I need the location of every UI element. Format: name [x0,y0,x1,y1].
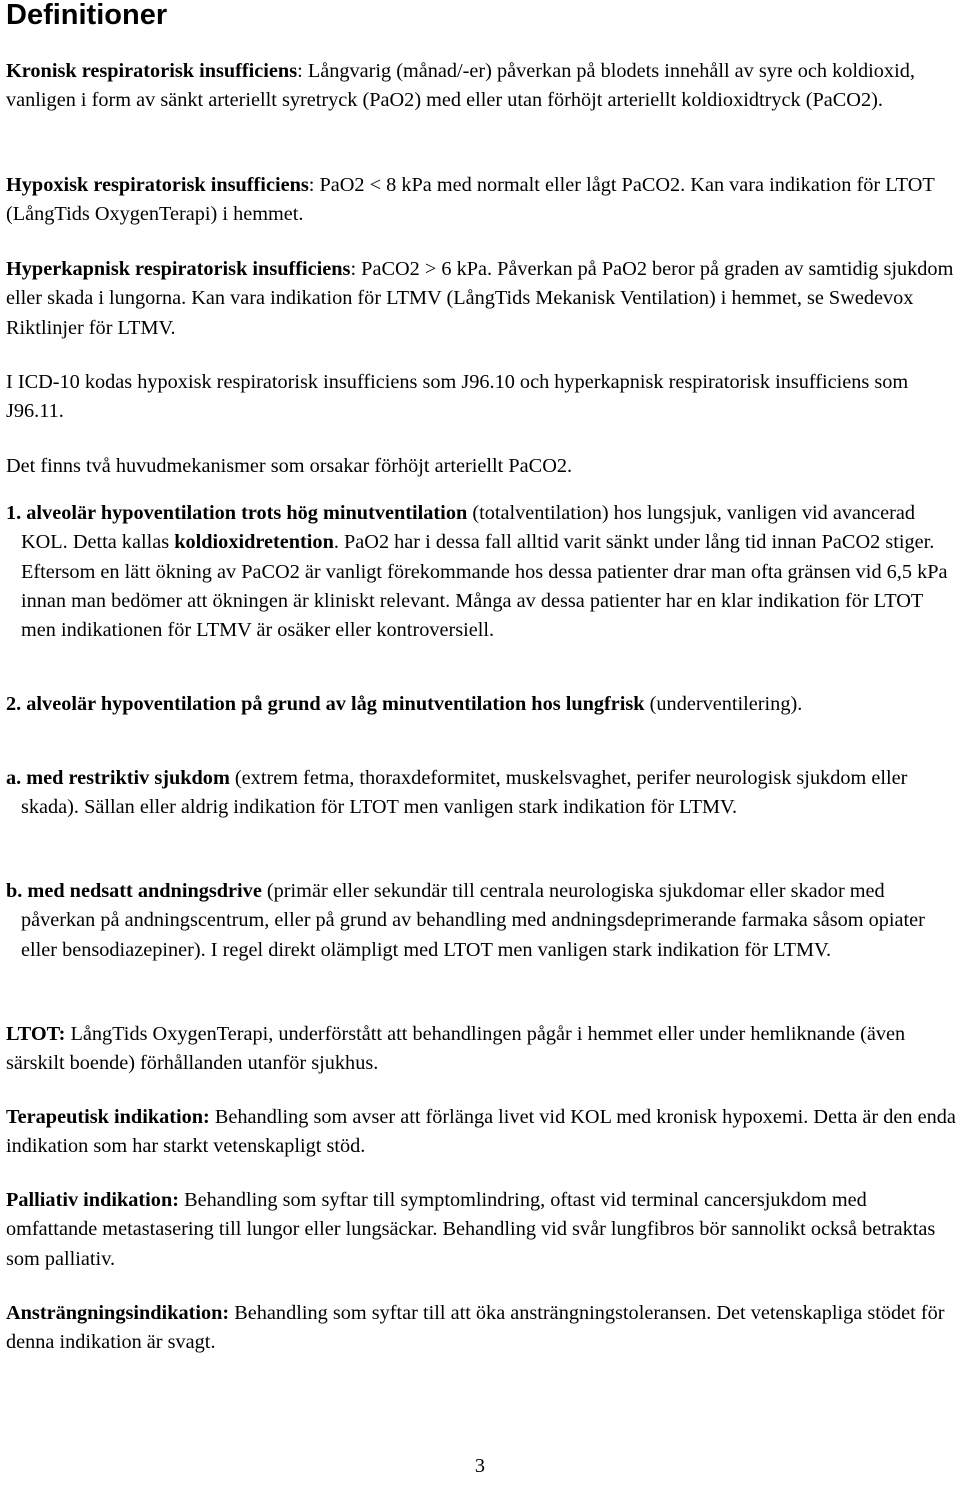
mechanism-2: 2. alveolär hypoventilation på grund av låg minutventilation hos lungfrisk (underventilering). [6,693,803,715]
term: a. med restriktiv sjukdom [6,767,230,789]
two-mechanisms-intro: Det finns två huvudmekanismer som orsakar förhöjt arteriellt PaCO2. [6,455,573,477]
definition-exertion-indication: Ansträngningsindikation: Behandling som syftar till att öka ansträngningstoleransen. Det vetenskapliga stödet för denna indikation är svagt. [6,1302,945,1354]
page-heading: Definitioner [6,0,168,31]
term: Hyperkapnisk respiratorisk insufficiens [6,258,351,280]
term: b. med nedsatt andningsdrive [6,880,262,902]
definition-ltot: LTOT: LångTids OxygenTerapi, underförstått att behandlingen pågår i hemmet eller under hemliknande (även särskilt boende) förhållanden utanför sjukhus. [6,1023,906,1075]
definition-therapeutic-indication: Terapeutisk indikation: Behandling som avser att förlänga livet vid KOL med kronisk hypoxemi. Detta är den enda indikation som har starkt vetenskapligt stöd. [6,1106,956,1158]
definition-hypoxic-insufficiency: Hypoxisk respiratorisk insufficiens: PaO2 < 8 kPa med normalt eller lågt PaCO2. Kan vara indikation för LTOT (LångTids OxygenTerapi) i hemmet. [6,174,935,226]
term: Palliativ indikation: [6,1189,179,1211]
term: Ansträngningsindikation: [6,1302,230,1324]
mechanism-1: 1. alveolär hypoventilation trots hög minutventilation (totalventilation) hos lungsjuk, vanligen vid avancerad KOL. Detta kallas koldioxidretention. PaO2 har i dessa fall alltid varit sänkt under lång tid innan PaCO2 stiger. Eftersom en lätt ökning av PaCO2 är vanligt förekommande hos dessa patienter drar man ofta gränsen vid 6,5 kPa innan man bedömer att ökningen är kliniskt relevant. Många av dessa patienter har en klar indikation för LTOT men indikationen för LTMV är osäker eller kontroversiell. [6,502,948,642]
mechanism-2a: a. med restriktiv sjukdom (extrem fetma, thoraxdeformitet, muskelsvaghet, perifer neurologisk sjukdom eller skada). Sällan eller aldrig indikation för LTOT men vanligen stark indikation för LTMV. [6,767,908,819]
definition-palliative-indication: Palliativ indikation: Behandling som syftar till symptomlindring, oftast vid terminal cancersjukdom med omfattande metastasering till lungor eller lungsäckar. Behandling vid svår lungfibros bör sannolikt också betraktas som palliativ. [6,1189,936,1270]
definition-hypercapnic-insufficiency: Hyperkapnisk respiratorisk insufficiens: PaCO2 > 6 kPa. Påverkan på PaO2 beror på graden av samtidig sjukdom eller skada i lungorna. Kan vara indikation för LTMV (LångTids Mekanisk Ventilation) i hemmet, se Swedevox Riktlinjer för LTMV. [6,258,954,339]
term: 2. alveolär hypoventilation på grund av låg minutventilation hos lungfrisk [6,693,645,715]
term: Kronisk respiratorisk insufficiens [6,60,298,82]
term: LTOT: [6,1023,66,1045]
page-number: 3 [474,1455,486,1477]
term: Terapeutisk indikation: [6,1106,210,1128]
icd-10-coding: I ICD-10 kodas hypoxisk respiratorisk insufficiens som J96.10 och hyperkapnisk respiratorisk insufficiens som J96.11. [6,371,909,423]
definition-chronic-respiratory-insufficiency: Kronisk respiratorisk insufficiens: Långvarig (månad/-er) påverkan på blodets innehåll av syre och koldioxid, vanligen i form av sänkt arteriellt syretryck (PaO2) med eller utan förhöjt arteriellt koldioxidtryck (PaCO2). [6,60,915,112]
term: Hypoxisk respiratorisk insufficiens [6,174,309,196]
mechanism-2b: b. med nedsatt andningsdrive (primär eller sekundär till centrala neurologiska sjukdomar eller skador med påverkan på andningscentrum, eller på grund av behandling med andningsdeprimerande farmaka såsom opiater eller bensodiazepiner). I regel direkt olämpligt med LTOT men vanligen stark indikation för LTMV. [6,880,925,961]
term: 1. alveolär hypoventilation trots hög minutventilation [6,502,468,524]
